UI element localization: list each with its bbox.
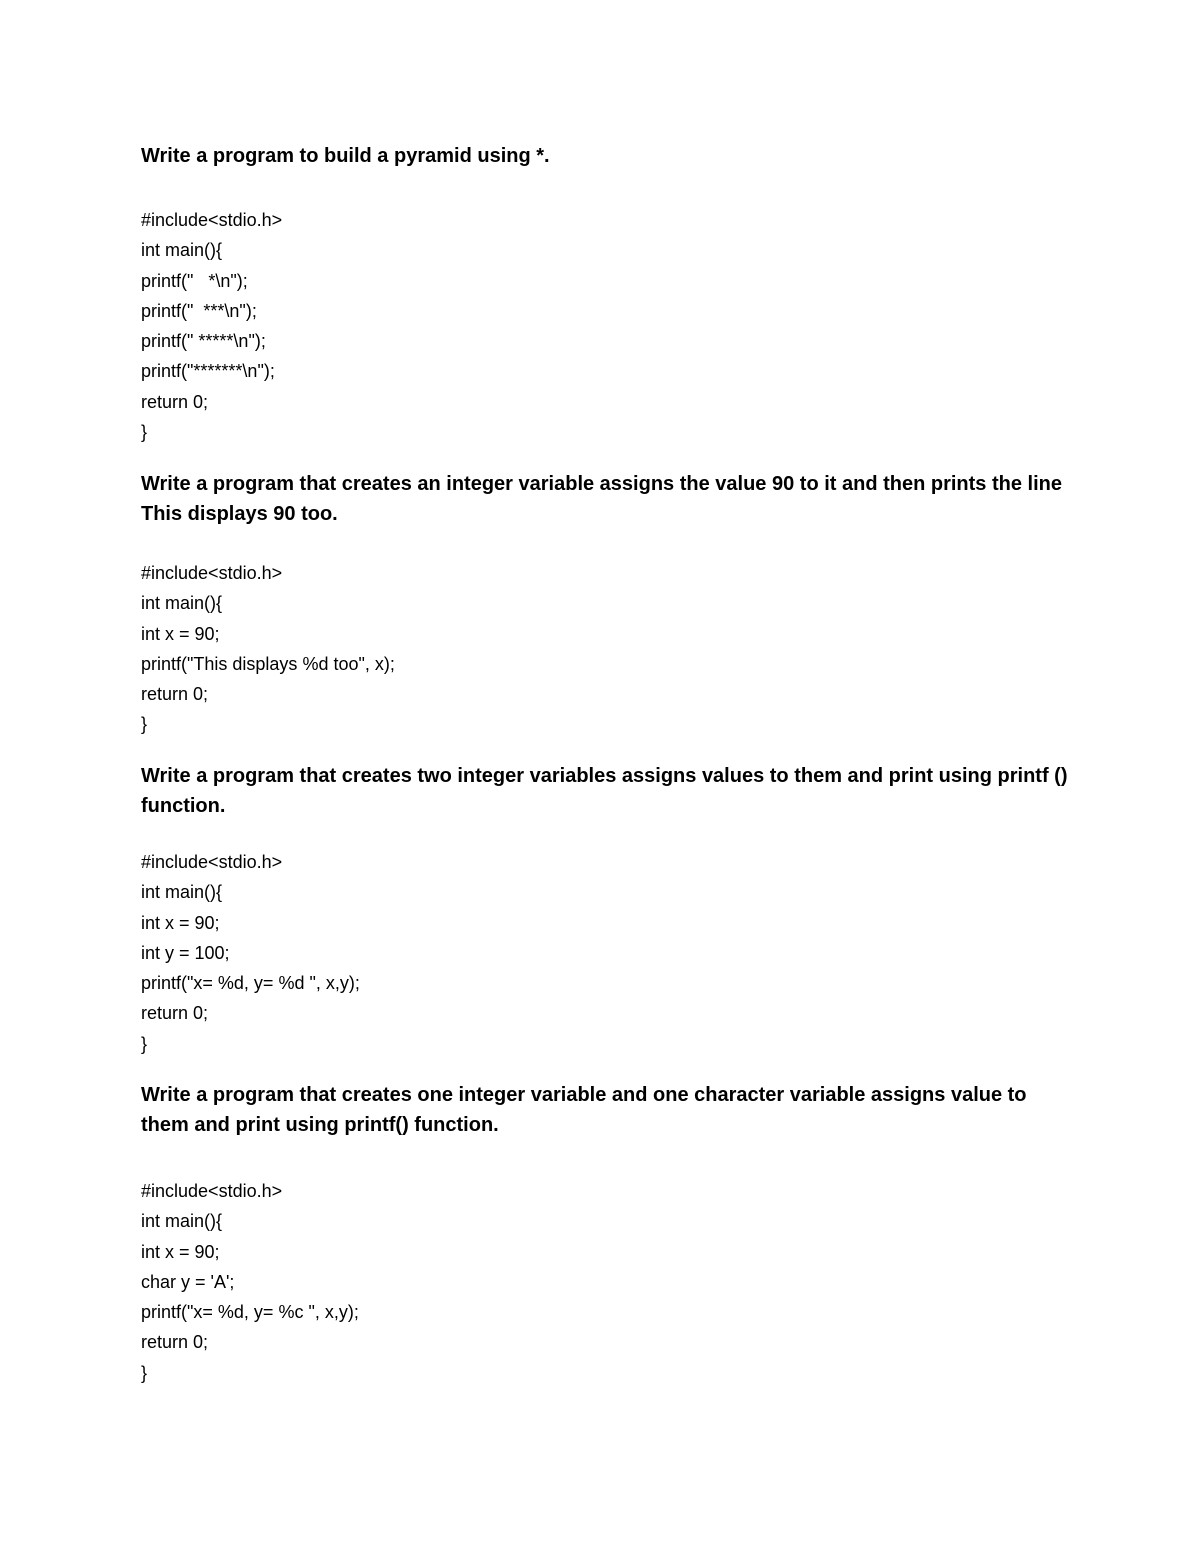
code-line: int y = 100;	[141, 942, 230, 963]
code-line: printf(" *\n");	[141, 270, 248, 291]
code-line: int x = 90;	[141, 623, 220, 644]
code-line: printf("x= %d, y= %c ", x,y);	[141, 1302, 359, 1323]
code-line: #include<stdio.h>	[141, 563, 283, 583]
code-line: }	[141, 714, 148, 735]
code-line: printf("*******\n");	[141, 361, 275, 382]
code-line: }	[141, 1033, 148, 1054]
code-line: #include<stdio.h>	[141, 852, 283, 872]
code-block	[141, 847, 360, 1059]
code-line: }	[141, 1362, 148, 1383]
code-line: int main(){	[141, 1211, 223, 1232]
question-heading: Write a program that creates two integer variables assigns values to them and print using printf () function.	[141, 765, 1068, 817]
code-line: return 0;	[141, 391, 209, 412]
code-line: #include<stdio.h>	[141, 210, 283, 230]
code-line: return 0;	[141, 684, 209, 705]
code-line: #include<stdio.h>	[141, 1181, 283, 1201]
question-heading: Write a program that creates an integer variable assigns the value 90 to it and then prints the line This displays 90 too.	[141, 473, 1062, 525]
code-block	[141, 558, 395, 740]
code-line: int main(){	[141, 593, 223, 614]
code-line: int x = 90;	[141, 912, 220, 933]
code-line: printf(" ***\n");	[141, 300, 257, 321]
code-block	[141, 1176, 359, 1388]
code-line: }	[141, 422, 148, 443]
question-heading: Write a program that creates one integer variable and one character variable assigns value to them and print using printf() function.	[141, 1084, 1027, 1136]
code-line: return 0;	[141, 1332, 209, 1353]
code-line: int x = 90;	[141, 1241, 220, 1262]
question-heading: Write a program to build a pyramid using *.	[141, 145, 550, 167]
code-line: printf("x= %d, y= %d ", x,y);	[141, 973, 360, 994]
code-line: printf(" *****\n");	[141, 331, 266, 352]
code-line: return 0;	[141, 1003, 209, 1024]
code-line: int main(){	[141, 240, 223, 261]
code-line: char y = 'A';	[141, 1271, 235, 1292]
code-block	[141, 205, 282, 447]
code-line: printf("This displays %d too", x);	[141, 653, 395, 674]
code-line: int main(){	[141, 882, 223, 903]
